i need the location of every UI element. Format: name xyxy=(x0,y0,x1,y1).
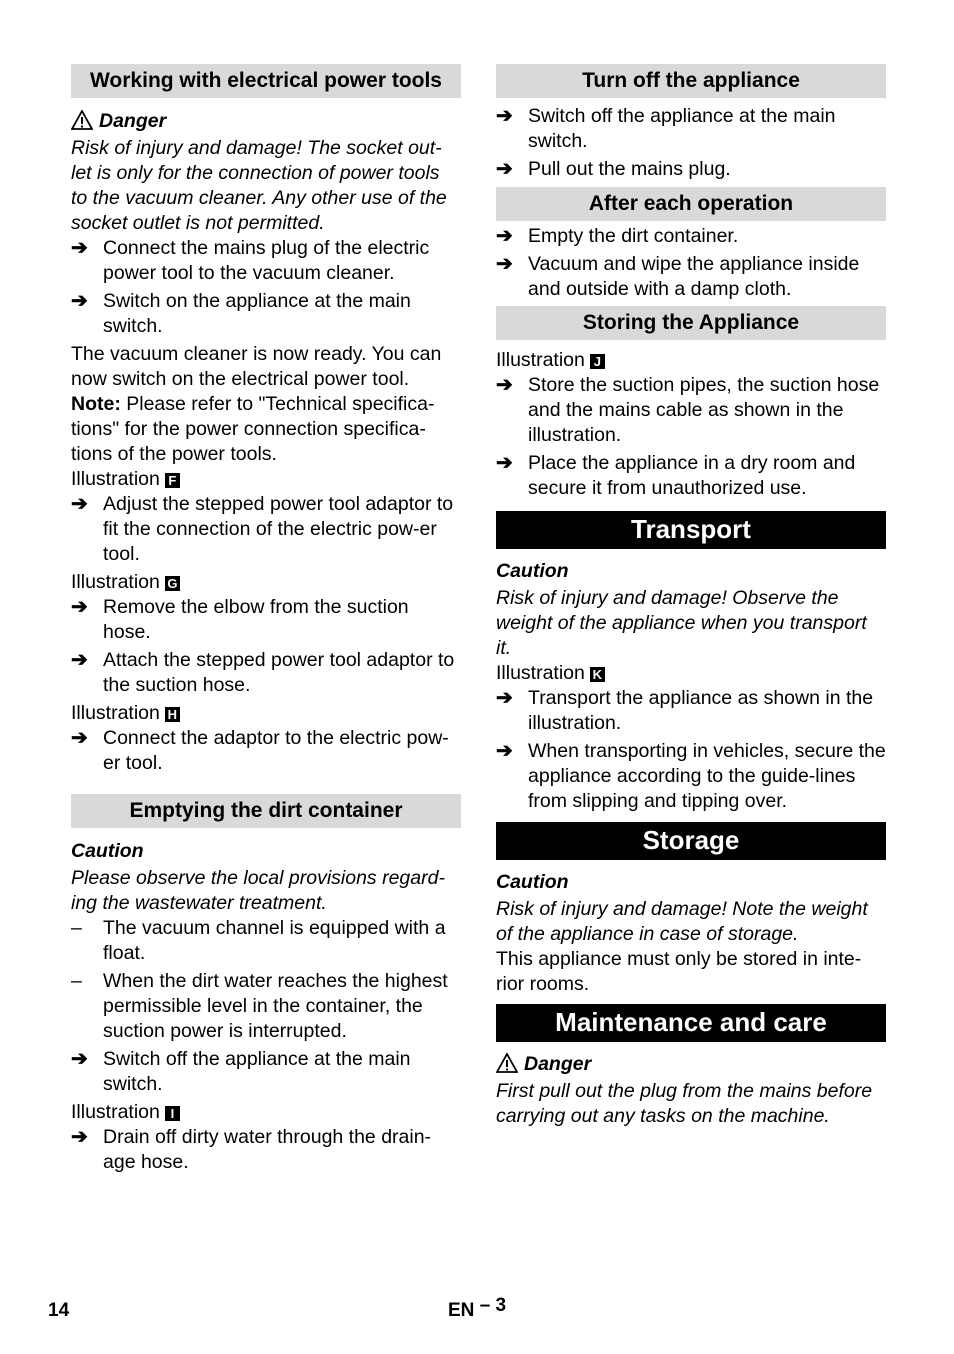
step-item: ➔ Connect the adaptor to the electric pow-er tool. xyxy=(71,727,449,774)
step-item: ➔ Store the suction pipes, the suction hose and the mains cable as shown in the illustration. xyxy=(496,374,880,446)
dash-item: – When the dirt water reaches the highest permissible level in the container, the suction power is interrupted. xyxy=(71,970,448,1042)
step-item: ➔ Place the appliance in a dry room and secure it from unauthorized use. xyxy=(496,452,856,499)
step-item: ➔ Adjust the stepped power tool adaptor to fit the connection of the electric pow-er tool. xyxy=(71,493,454,565)
step-item: ➔ Pull out the mains plug. xyxy=(496,158,731,180)
step-item: ➔ Remove the elbow from the suction hose. xyxy=(71,596,409,643)
section-heading-dirt-container: Emptying the dirt container xyxy=(71,794,461,828)
step-item: ➔ Empty the dirt container. xyxy=(496,225,739,247)
arrow-icon: ➔ xyxy=(496,105,513,127)
section-heading-turn-off: Turn off the appliance xyxy=(496,64,886,98)
left-column xyxy=(71,64,461,1178)
illustration-letter-badge: F xyxy=(165,473,180,488)
storage-text: This appliance must only be stored in inte-rior rooms. xyxy=(496,948,862,995)
arrow-icon: ➔ xyxy=(71,1126,88,1148)
arrow-icon: ➔ xyxy=(71,596,88,618)
danger-heading: Danger xyxy=(496,1050,886,1079)
arrow-icon: ➔ xyxy=(496,225,513,247)
page-number: 14 xyxy=(48,1300,70,1321)
section-heading-storing: Storing the Appliance xyxy=(496,306,886,340)
chapter-heading-maintenance: Maintenance and care xyxy=(496,1004,886,1042)
arrow-icon: ➔ xyxy=(496,253,513,275)
arrow-icon: ➔ xyxy=(496,158,513,180)
arrow-icon: ➔ xyxy=(496,740,513,762)
warning-triangle-icon xyxy=(496,1053,518,1073)
step-item: ➔ Connect the mains plug of the electric power tool to the vacuum cleaner. xyxy=(71,237,430,284)
step-item: ➔ When transporting in vehicles, secure the appliance according to the guide-lines from slipping and tipping over. xyxy=(496,740,886,812)
dash-bullet: – xyxy=(71,970,82,992)
ready-text: The vacuum cleaner is now ready. You can now switch on the electrical power tool. xyxy=(71,343,442,390)
caution-text: Please observe the local provisions regard-ing the wastewater treatment. xyxy=(71,867,445,914)
danger-heading: Danger xyxy=(71,107,461,136)
danger-text: Risk of injury and damage! The socket out-let is only for the connection of power tools to the vacuum cleaner. Any other use of the socket outlet is not permitted. xyxy=(71,137,447,234)
illustration-ref: Illustration F xyxy=(71,467,461,492)
illustration-ref: Illustration I xyxy=(71,1100,461,1125)
illustration-ref: Illustration H xyxy=(71,701,461,726)
caution-heading: Caution xyxy=(71,840,144,862)
arrow-icon: ➔ xyxy=(71,493,88,515)
step-item: ➔ Switch off the appliance at the main switch. xyxy=(496,105,836,152)
chapter-heading-transport: Transport xyxy=(496,511,886,549)
warning-triangle-icon xyxy=(71,110,93,130)
illustration-letter-badge: J xyxy=(590,354,605,369)
caution-heading: Caution xyxy=(496,871,569,893)
page-lang-label: EN – 3 xyxy=(448,1295,507,1321)
step-item: ➔ Drain off dirty water through the drain-age hose. xyxy=(71,1126,432,1173)
illustration-letter-badge: K xyxy=(590,667,605,682)
arrow-icon: ➔ xyxy=(71,290,88,312)
dash-bullet: – xyxy=(71,917,82,939)
section-heading-power-tools: Working with electrical power tools xyxy=(71,64,461,98)
step-item: ➔ Switch on the appliance at the main switch. xyxy=(71,290,411,337)
illustration-ref: Illustration G xyxy=(71,570,461,595)
illustration-ref: Illustration K xyxy=(496,661,886,686)
caution-text: Risk of injury and damage! Note the weight of the appliance in case of storage. xyxy=(496,898,868,945)
arrow-icon: ➔ xyxy=(71,649,88,671)
illustration-letter-badge: G xyxy=(165,576,180,591)
note-paragraph: Note: Please refer to "Technical specifica-tions" for the power connection specifica-tions of the power tools. xyxy=(71,393,435,465)
arrow-icon: ➔ xyxy=(71,727,88,749)
illustration-letter-badge: I xyxy=(165,1106,180,1121)
illustration-letter-badge: H xyxy=(165,707,180,722)
arrow-icon: ➔ xyxy=(496,687,513,709)
arrow-icon: ➔ xyxy=(496,452,513,474)
arrow-icon: ➔ xyxy=(71,1048,88,1070)
dash-item: – The vacuum channel is equipped with a float. xyxy=(71,917,446,964)
caution-text: Risk of injury and damage! Observe the weight of the appliance when you transport it. xyxy=(496,587,867,659)
caution-heading: Caution xyxy=(496,560,569,582)
section-heading-after-operation: After each operation xyxy=(496,187,886,221)
danger-text: First pull out the plug from the mains before carrying out any tasks on the machine. xyxy=(496,1080,873,1127)
step-item: ➔ Transport the appliance as shown in the illustration. xyxy=(496,687,874,734)
illustration-ref: Illustration J xyxy=(496,348,886,373)
arrow-icon: ➔ xyxy=(496,374,513,396)
arrow-icon: ➔ xyxy=(71,237,88,259)
step-item: ➔ Switch off the appliance at the main switch. xyxy=(71,1048,411,1095)
step-item: ➔ Attach the stepped power tool adaptor to the suction hose. xyxy=(71,649,455,696)
chapter-heading-storage: Storage xyxy=(496,822,886,860)
right-column xyxy=(496,64,886,1129)
step-item: ➔ Vacuum and wipe the appliance inside and outside with a damp cloth. xyxy=(496,253,860,300)
